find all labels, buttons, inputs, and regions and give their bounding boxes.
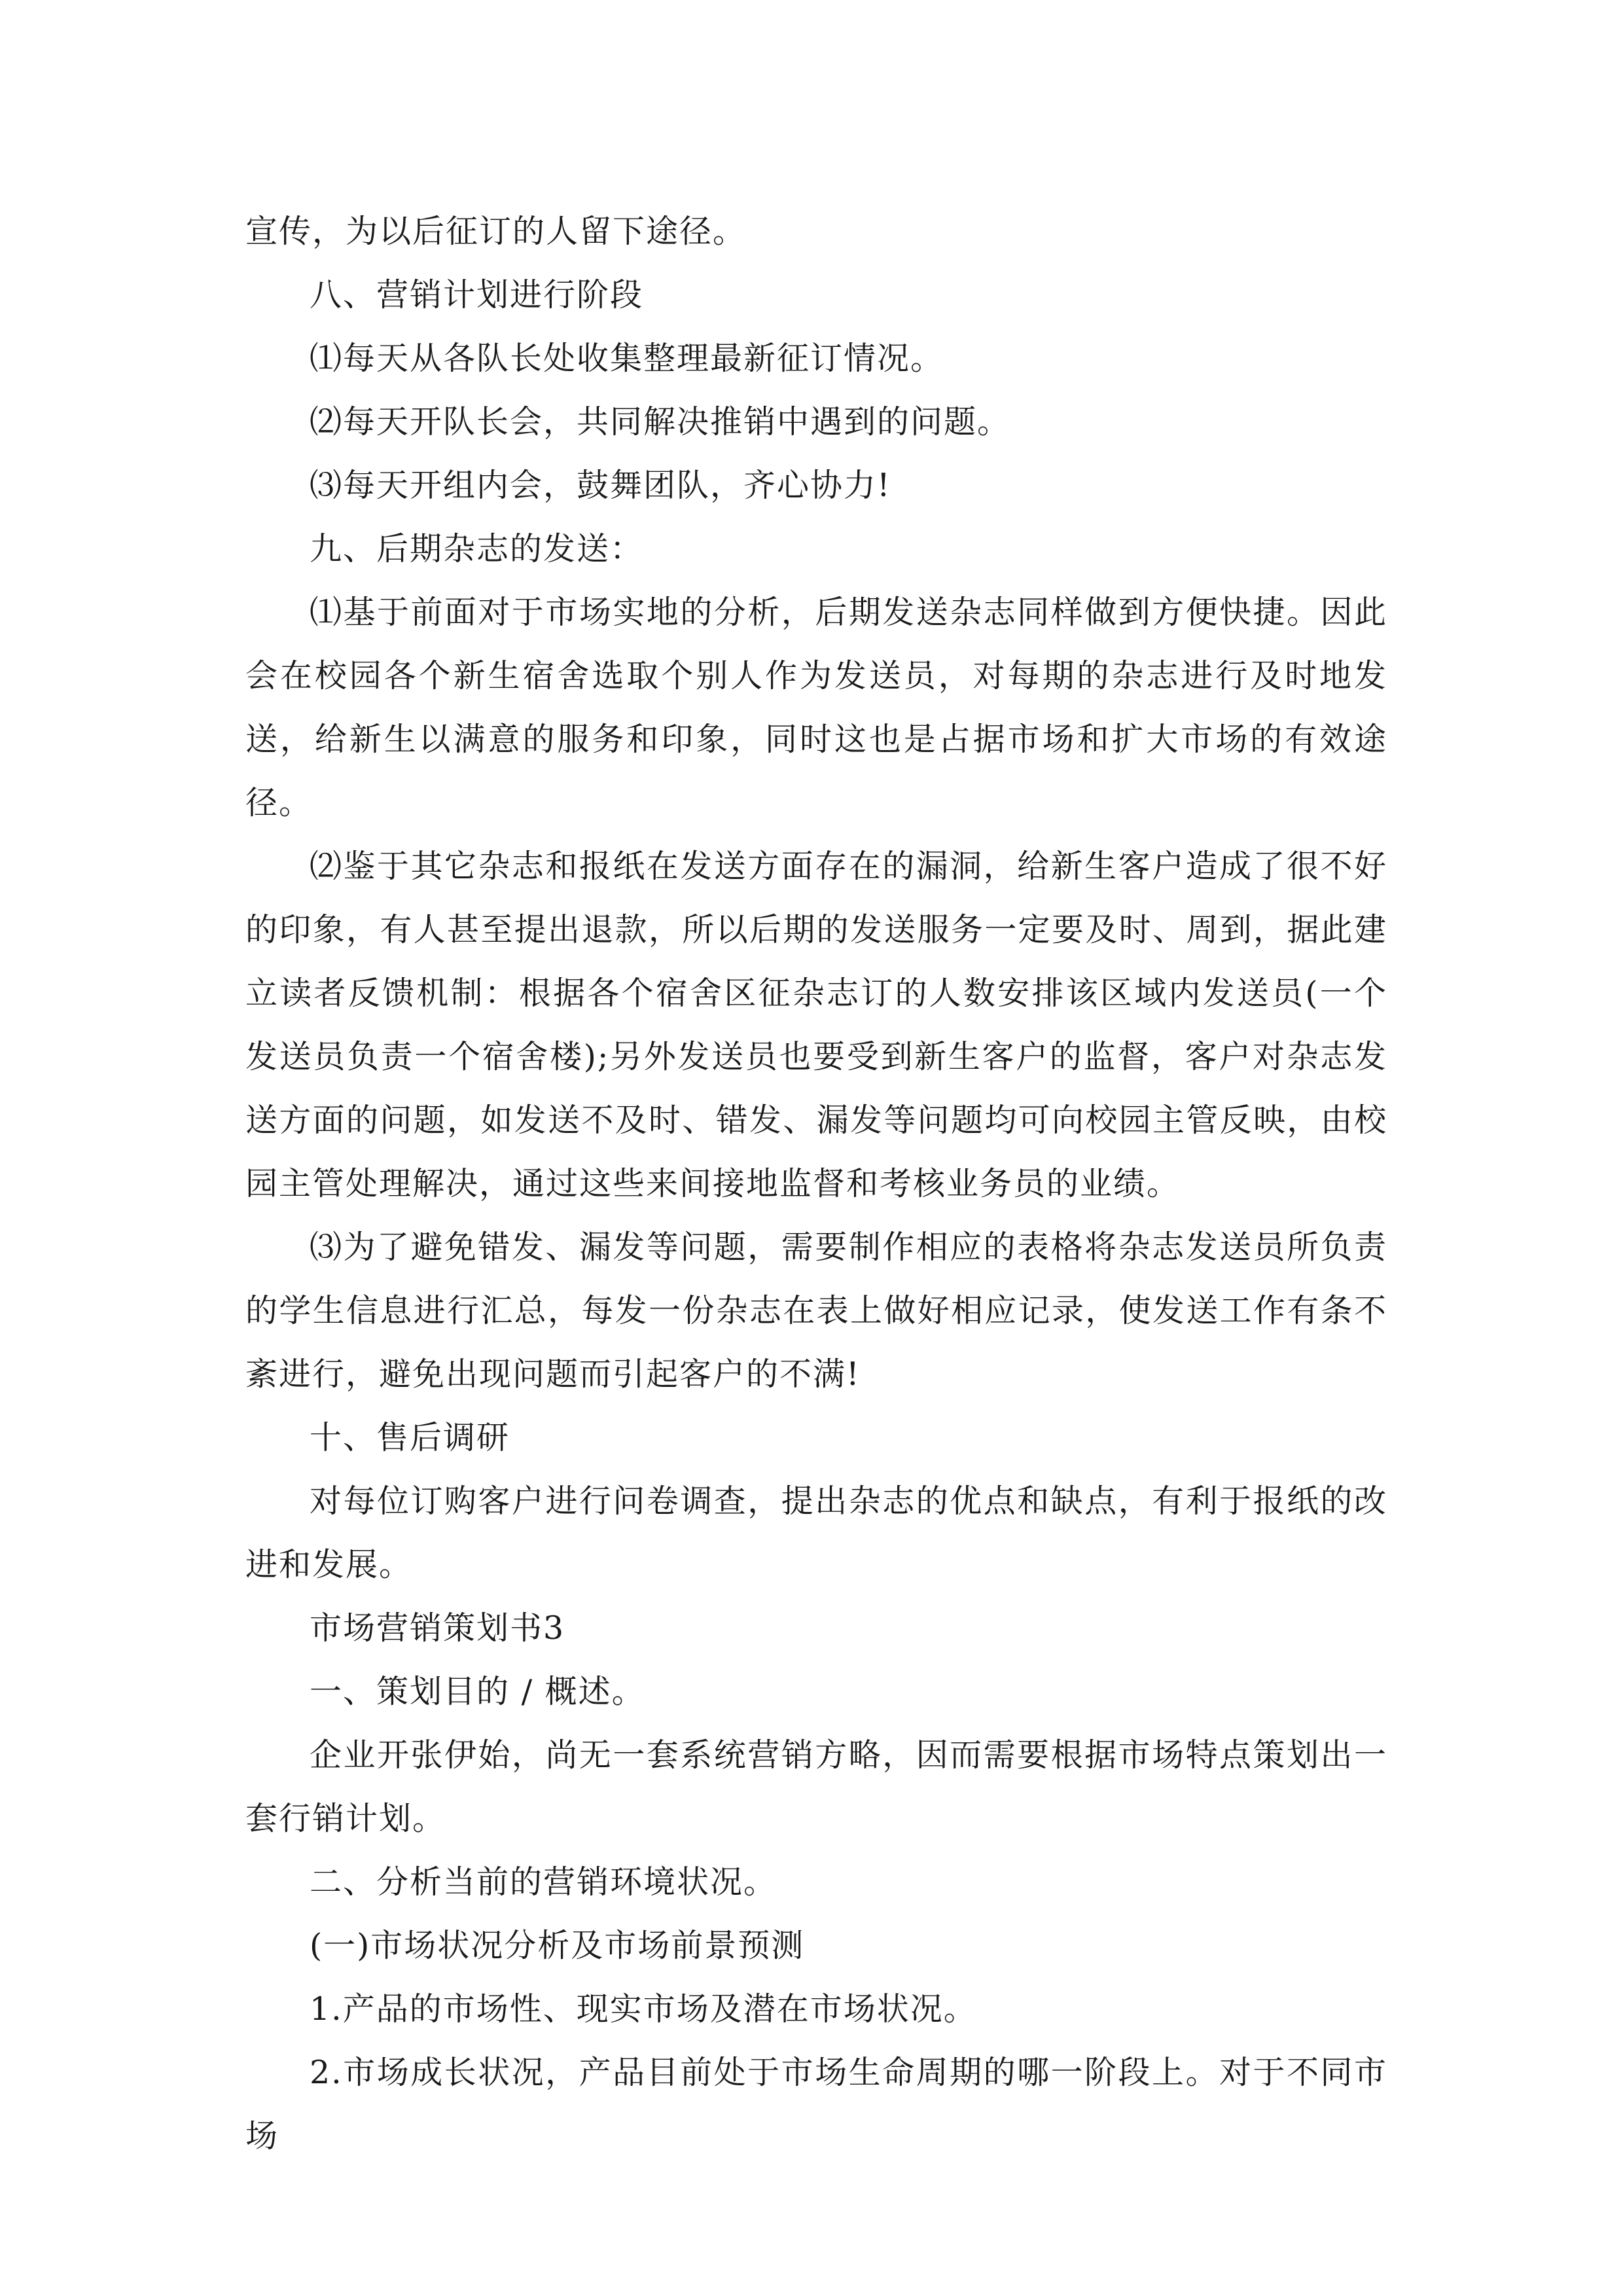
list-item-8-2: ⑵每天开队长会，共同解决推销中遇到的问题。 xyxy=(310,403,1011,440)
list-item-9-3: ⑶为了避免错发、漏发等问题，需要制作相应的表格将杂志发送员所负责的学生信息进行汇总，每发一份杂志在表上做好相应记录，使发送工作有条不紊进行，避免出现问题而引起客户的不满! xyxy=(245,1229,1387,1393)
list-item-8-3: ⑶每天开组内会，鼓舞团队，齐心协力! xyxy=(310,467,891,504)
paragraph-survey: 对每位订购客户进行问卷调查，提出杂志的优点和缺点，有利于报纸的改进和发展。 xyxy=(245,1482,1387,1583)
section-heading-10: 十、售后调研 xyxy=(310,1419,510,1456)
section-heading-8: 八、营销计划进行阶段 xyxy=(310,276,644,314)
document-body xyxy=(245,200,1387,2168)
document-title-3: 市场营销策划书3 xyxy=(310,1609,565,1647)
list-item-9-2: ⑵鉴于其它杂志和报纸在发送方面存在的漏洞，给新生客户造成了很不好的印象，有人甚至提出退款，所以后期的发送服务一定要及时、周到，据此建立读者反馈机制：根据各个宿舍区征杂志订的人数安排该区域内发送员(一个发送员负责一个宿舍楼);另外发送员也要受到新生客户的监督，客户对杂志发送方面的问题，如发送不及时、错发、漏发等问题均可向校园主管反映，由校园主管处理解决，通过这些来间接地监督和考核业务员的业绩。 xyxy=(245,848,1387,1202)
list-item-numbered-2: 2.市场成长状况，产品目前处于市场生命周期的哪一阶段上。对于不同市场 xyxy=(245,2054,1387,2155)
subsection-heading-1: (一)市场状况分析及市场前景预测 xyxy=(310,1927,805,1964)
list-item-8-1: ⑴每天从各队长处收集整理最新征订情况。 xyxy=(310,340,944,377)
paragraph-continuation: 宣传，为以后征订的人留下途径。 xyxy=(245,213,747,250)
section-heading-9: 九、后期杂志的发送： xyxy=(310,530,644,567)
paragraph-purpose: 企业开张伊始，尚无一套系统营销方略，因而需要根据市场特点策划出一套行销计划。 xyxy=(245,1736,1387,1837)
section-heading-1: 一、策划目的 / 概述。 xyxy=(310,1673,645,1710)
list-item-9-1: ⑴基于前面对于市场实地的分析，后期发送杂志同样做到方便快捷。因此会在校园各个新生宿舍选取个别人作为发送员，对每期的杂志进行及时地发送，给新生以满意的服务和印象，同时这也是占据市场和扩大市场的有效途径。 xyxy=(245,594,1387,821)
list-item-numbered-1: 1.产品的市场性、现实市场及潜在市场状况。 xyxy=(310,1990,977,2028)
section-heading-2: 二、分析当前的营销环境状况。 xyxy=(310,1863,777,1901)
